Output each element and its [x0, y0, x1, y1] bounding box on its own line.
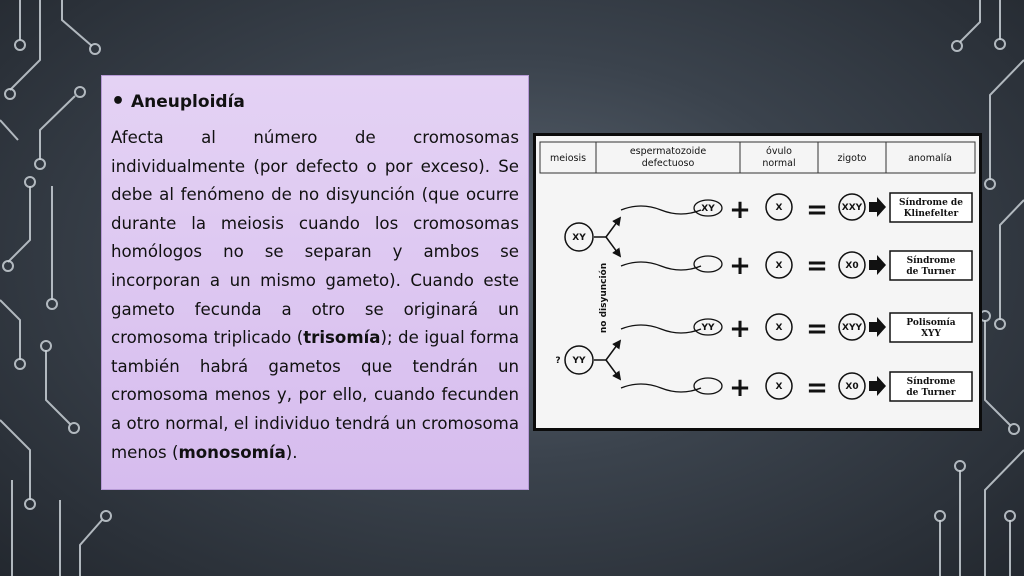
row3-plus: + — [729, 314, 751, 344]
parent-yy-label: YY — [572, 356, 586, 366]
row1-zygote: XXY — [841, 203, 863, 213]
row3-sperm: YY — [701, 323, 715, 333]
header-anomaly: anomalía — [908, 153, 952, 164]
parent-yy — [555, 341, 620, 379]
row4-anomaly-line2: de Turner — [906, 388, 956, 398]
row4-anomaly-line1: Síndrome — [906, 377, 956, 387]
row4-ovule: X — [775, 382, 783, 392]
header-sperm-line2: defectuoso — [641, 158, 695, 169]
row1-anomaly-line2: Klinefelter — [903, 209, 959, 219]
row1-ovule: X — [775, 203, 783, 213]
header-ovule-line1: óvulo — [766, 146, 792, 157]
row1-equals: = — [806, 195, 828, 225]
definition-paragraph — [111, 124, 519, 467]
row3-anomaly-line1: Polisomía — [906, 318, 956, 328]
row2-anomaly-line1: Síndrome — [906, 256, 956, 266]
row3-zygote: XYY — [842, 323, 862, 333]
row2-zygote: X0 — [845, 261, 859, 271]
row4-zygote: X0 — [845, 382, 859, 392]
diagram-row-1 — [621, 193, 972, 225]
slide-heading: Aneuploidía — [131, 92, 245, 112]
text-panel — [101, 75, 529, 490]
paragraph-part-1: Afecta al número de cromosomas individualmente (por defecto o por exceso). Se debe al fenómeno de no disyunción (que ocurre durante la meiosis cuando los cromosomas homólogos no se separan y ambos se incorporan a un mismo gameto). Cuando este gameto fecunda a otro se originará un cromosoma triplicado ( — [111, 128, 519, 348]
header-sperm-line1: espermatozoide — [629, 146, 707, 157]
nondisjunction-label: no disyunción — [599, 262, 609, 334]
row1-plus: + — [729, 195, 751, 225]
heading-row — [111, 82, 519, 122]
row2-ovule: X — [775, 261, 783, 271]
row1-sperm: XY — [701, 204, 715, 214]
nondisjunction-diagram — [536, 136, 979, 428]
row3-anomaly-line2: XYY — [921, 329, 941, 339]
diagram-row-4 — [621, 372, 972, 403]
nondisjunction-figure — [533, 133, 982, 431]
figure-canvas — [536, 136, 979, 428]
row2-equals: = — [806, 251, 828, 281]
diagram-row-3 — [621, 313, 972, 344]
parent-xy-label: XY — [572, 233, 586, 243]
header-zygote: zigoto — [837, 153, 867, 164]
bullet-icon: • — [111, 89, 126, 114]
parent-xy — [565, 218, 620, 256]
header-meiosis: meiosis — [549, 153, 587, 164]
paragraph-part-2: ); de igual forma también habrá gametos que tendrán un cromosoma menos y, por ello, cuando fecunden a otro normal, el individuo tendrá un cromosoma menos ( — [111, 328, 519, 462]
row2-anomaly-line2: de Turner — [906, 267, 956, 277]
diagram-row-2 — [621, 251, 972, 281]
row4-equals: = — [806, 373, 828, 403]
row4-plus: + — [729, 373, 751, 403]
monosomia-term: monosomía — [178, 442, 286, 462]
parent-yy-prefix: ? — [555, 356, 561, 366]
paragraph-part-3: ). — [285, 442, 298, 462]
row2-plus: + — [729, 251, 751, 281]
row3-equals: = — [806, 314, 828, 344]
row1-anomaly-line1: Síndrome de — [899, 198, 963, 208]
row3-ovule: X — [775, 323, 783, 333]
trisomia-term: trisomía — [303, 328, 381, 348]
header-ovule-line2: normal — [762, 158, 796, 169]
